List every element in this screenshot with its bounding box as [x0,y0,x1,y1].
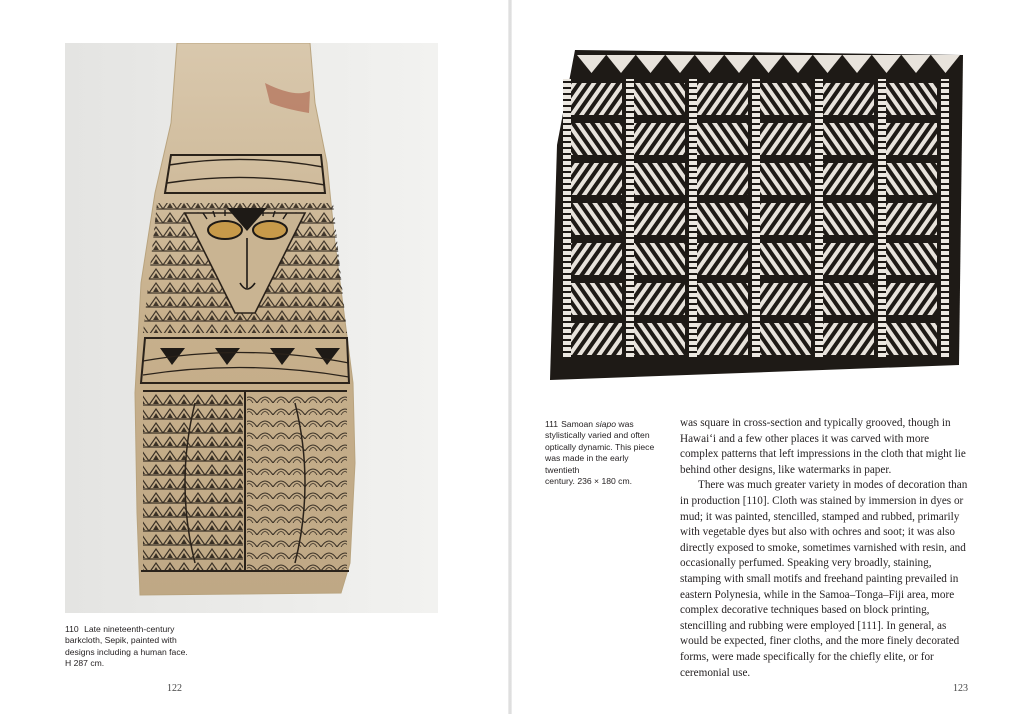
siapo-panel [886,203,937,235]
page-gutter [508,0,512,714]
samoan-siapo-image [545,45,965,380]
siapo-panel [823,163,874,195]
caption-number: 111 [545,419,559,429]
caption-line: Late nineteenth-century [84,624,175,634]
siapo-panel [697,323,748,355]
siapo-panel [823,283,874,315]
siapo-panel [571,243,622,275]
caption-italic-term: siapo [595,419,617,429]
siapo-panel [886,283,937,315]
siapo-panel [760,283,811,315]
siapo-panel [634,323,685,355]
siapo-panel [571,203,622,235]
page-number-left: 122 [167,683,182,694]
caption-number: 110 [65,624,79,634]
caption-line: H 287 cm. [65,658,105,669]
siapo-panel [571,283,622,315]
body-text [680,416,970,681]
siapo-panel [634,83,685,115]
caption-line: was made in the early twentieth [545,453,629,475]
siapo-panel [697,283,748,315]
paragraph: There was much greater variety in modes of decoration than in production [110]. Cloth was stained by immersion in dyes or mud; it was painted, stencilled, stamped and rubbed, primarily with vegetable dyes but also with ochres and soot; it was also directly exposed to smoke, sometimes varnished with resin, and occasionally perfumed. Speaking very broadly, staining, stamping with small motifs and freehand painting prevailed in eastern Polynesia, while in the Samoa–Tonga–Fiji area, more complex decorative techniques based on block printing, stencilling and rubbing were employed [111]. In general, as would be expected, finer cloths, and the more finely decorated forms, were made specifically for the chiefly elite, or for ceremonial use. [680,479,968,679]
caption-text: was [616,419,634,429]
siapo-panel [634,283,685,315]
siapo-panel [886,123,937,155]
siapo-panel [634,163,685,195]
siapo-vertical-band [752,79,760,359]
paragraph: was square in cross-section and typically grooved, though in Hawai‘i and a few other places it was carved with more complex patterns that left impressions in the cloth that might lie behind other designs, like watermarks in paper. [680,417,966,476]
siapo-panel [760,203,811,235]
siapo-panel [697,243,748,275]
siapo-panel [697,83,748,115]
siapo-panel [634,203,685,235]
caption-line: century. 236 × 180 cm. [545,476,633,487]
siapo-panel [571,123,622,155]
siapo-panel [697,123,748,155]
siapo-vertical-band [815,79,823,359]
siapo-vertical-band [563,79,571,359]
caption-line: optically dynamic. This piece [545,441,655,452]
siapo-panel [886,243,937,275]
siapo-vertical-band [878,79,886,359]
siapo-panel [823,243,874,275]
caption-line: stylistically varied and often [545,430,650,441]
siapo-panel [571,323,622,355]
siapo-panel [634,243,685,275]
siapo-panel [823,323,874,355]
siapo-panel [571,83,622,115]
siapo-panel [823,83,874,115]
figure-110-caption [65,624,215,670]
siapo-vertical-band [689,79,697,359]
siapo-panel [886,323,937,355]
siapo-panel [823,123,874,155]
siapo-panel [571,163,622,195]
siapo-panel [697,163,748,195]
caption-line: designs including a human face. [65,646,188,657]
siapo-panel [634,123,685,155]
siapo-panel [760,323,811,355]
barkcloth-sepik-image [65,43,438,613]
siapo-panel [697,203,748,235]
figure-111-caption [545,419,655,487]
siapo-vertical-band [941,79,949,359]
siapo-panel [760,123,811,155]
siapo-vertical-band [626,79,634,359]
caption-text: Samoan [561,419,596,429]
siapo-panel [886,163,937,195]
siapo-panel [760,243,811,275]
page-number-right: 123 [953,683,968,694]
siapo-panel [823,203,874,235]
caption-line: barkcloth, Sepik, painted with [65,635,177,646]
siapo-panel [760,83,811,115]
siapo-panel [760,163,811,195]
siapo-panel [886,83,937,115]
